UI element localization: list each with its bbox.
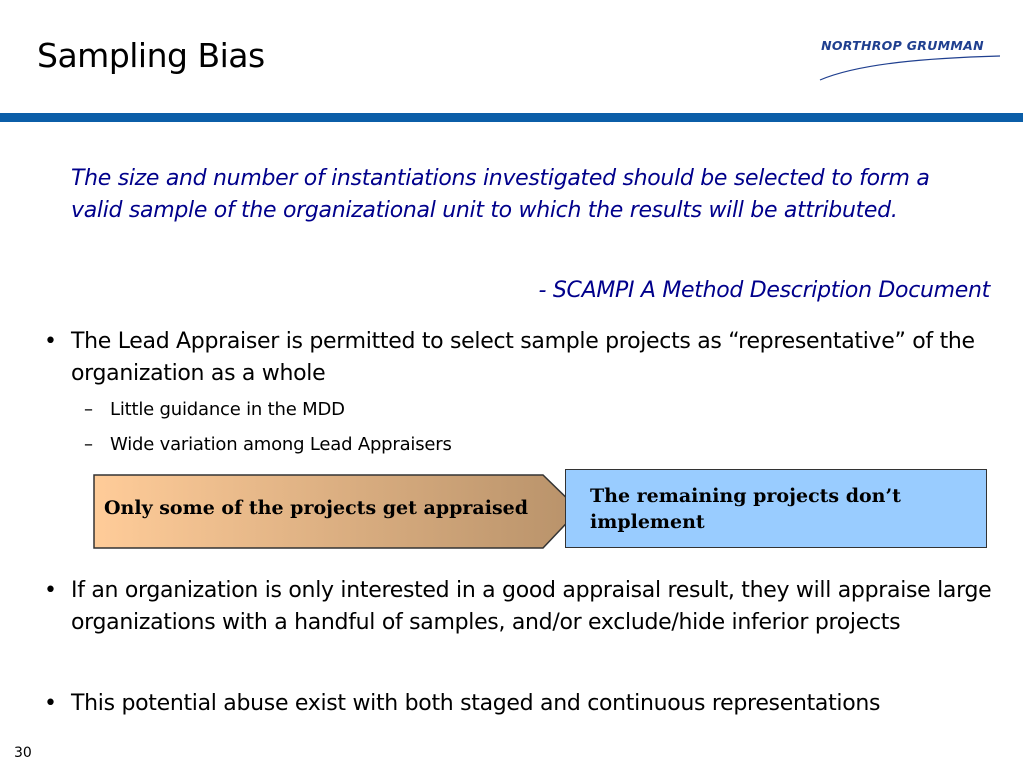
bullet-item xyxy=(44,575,994,639)
sub-bullet-item xyxy=(84,399,884,420)
quote-source: - SCAMPI A Method Description Document xyxy=(538,278,990,303)
page-number: 30 xyxy=(14,745,32,761)
bullet-text: The Lead Appraiser is permitted to select sample projects as “representative” of the organization as a whole xyxy=(71,329,975,386)
appraised-projects-label: Only some of the projects get appraised xyxy=(104,497,529,519)
sub-bullet-text: Wide variation among Lead Appraisers xyxy=(110,434,452,455)
bullet-marker: • xyxy=(44,691,57,716)
quote-text: The size and number of instantiations investigated should be selected to form a valid sample of the organizational unit to which the results will be attributed. xyxy=(71,166,930,223)
bullet-text: This potential abuse exist with both staged and continuous representations xyxy=(71,691,881,716)
northrop-grumman-logo xyxy=(800,38,1005,86)
bullet-text: If an organization is only interested in a good appraisal result, they will appraise large organizations with a handful of samples, and/or exclude/hide inferior projects xyxy=(71,578,992,635)
bullet-item xyxy=(44,688,994,720)
remaining-projects-label: The remaining projects don’t implement xyxy=(590,485,901,533)
bullet-item xyxy=(44,326,994,390)
sub-bullet-marker: – xyxy=(84,399,93,420)
header-divider-bar xyxy=(0,113,1023,122)
slide-title: Sampling Bias xyxy=(37,36,265,75)
bullet-marker: • xyxy=(44,578,57,603)
sub-bullet-item xyxy=(84,434,884,455)
logo-swoosh-icon xyxy=(800,38,1005,86)
logo-text: NORTHROP GRUMMAN xyxy=(821,38,984,53)
sub-bullet-text: Little guidance in the MDD xyxy=(110,399,345,420)
sub-bullet-marker: – xyxy=(84,434,93,455)
bullet-marker: • xyxy=(44,329,57,354)
